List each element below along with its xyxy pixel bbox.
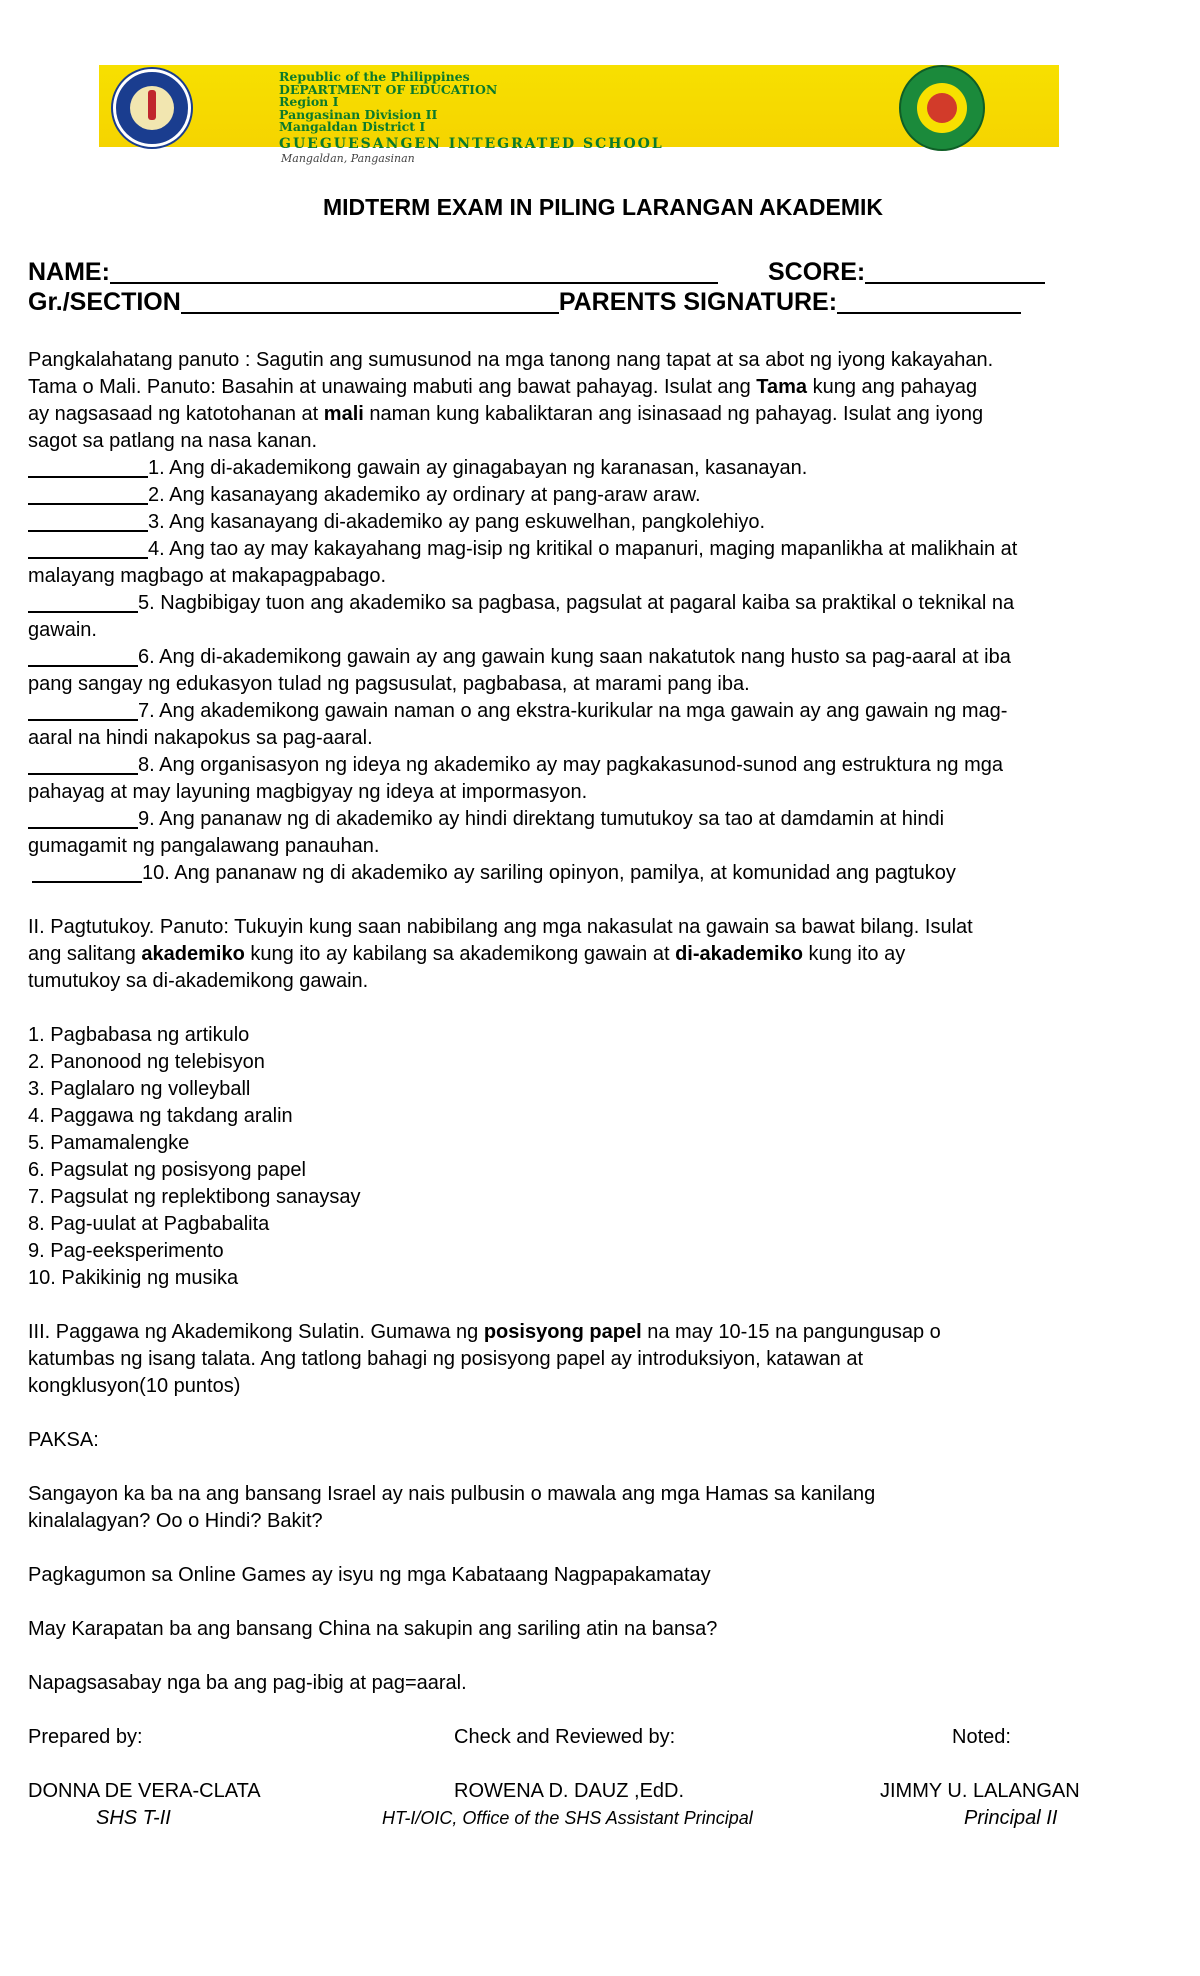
section-field[interactable] [28,287,1021,317]
tf-item-cont: aaral na hindi nakapokus sa pag-aaral. [28,727,373,749]
tf-item[interactable]: 7. Ang akademikong gawain naman o ang ekstra-kurikular na mga gawain ay ang gawain ng mag- [28,698,1007,725]
identification-item: 5. Pamamalengke [28,1132,190,1154]
topic-3: May Karapatan ba ang bansang China na sakupin ang sariling atin na bansa? [28,1618,718,1640]
topic-1-line2: kinalalagyan? Oo o Hindi? Bakit? [28,1510,323,1532]
tf-item[interactable]: 1. Ang di-akademikong gawain ay ginagabayan ng karanasan, kasanayan. [28,455,807,482]
part3-instruction-line2: katumbas ng isang talata. Ang tatlong bahagi ng posisyong papel ay introduksiyon, katawan at [28,1348,864,1370]
identification-item: 9. Pag-eeksperimento [28,1240,224,1262]
signature-label: PARENTS SIGNATURE: [558,288,838,316]
score-field[interactable] [768,257,1045,287]
general-instruction: Pangkalahatang panuto : Sagutin ang sumusunod na mga tanong nang tapat at sa abot ng iyong kakayahan. [28,349,994,371]
checked-name: ROWENA D. DAUZ ,EdD. [454,1780,685,1802]
tf-item[interactable]: 2. Ang kasanayang akademiko ay ordinary at pang-araw araw. [28,482,701,509]
name-label: NAME: [28,258,110,286]
paksa-label: PAKSA: [28,1429,99,1451]
part2-instruction-line1: II. Pagtutukoy. Panuto: Tukuyin kung saan nabibilang ang mga nakasulat na gawain sa bawat bilang. Isulat [28,916,973,938]
tf-item[interactable]: 10. Ang pananaw ng di akademiko ay sariling opinyon, pamilya, at komunidad ang pagtukoy [28,860,956,887]
identification-item: 10. Pakikinig ng musika [28,1267,239,1289]
tf-item[interactable]: 6. Ang di-akademikong gawain ay ang gawain kung saan nakatutok nang husto sa pag-aaral at iba [28,644,1011,671]
prepared-name: DONNA DE VERA-CLATA [28,1780,261,1802]
prepared-position: SHS T-II [96,1807,171,1829]
identification-item: 2. Panonood ng telebisyon [28,1051,265,1073]
exam-title: MIDTERM EXAM IN PILING LARANGAN AKADEMIK [322,194,884,220]
checked-position: HT-I/OIC, Office of the SHS Assistant Principal [382,1808,753,1828]
noted-position: Principal II [964,1807,1058,1829]
tf-item-cont: gawain. [28,619,97,641]
tf-item[interactable]: 4. Ang tao ay may kakayahang mag-isip ng kritikal o mapanuri, maging mapanlikha at malikhain at [28,536,1017,563]
school-seal-logo [899,65,985,151]
tf-item[interactable]: 5. Nagbibigay tuon ang akademiko sa pagbasa, pagsulat at pagaral kaiba sa praktikal o teknikal na [28,590,1014,617]
topic-4: Napagsasabay nga ba ang pag-ibig at pag=aaral. [28,1672,467,1694]
header-town: Mangaldan, Pangasinan [281,151,415,165]
school-header-banner [99,65,1059,165]
header-republic: Republic of the Philippines [279,69,470,84]
tf-item[interactable]: 9. Ang pananaw ng di akademiko ay hindi direktang tumutukoy sa tao at damdamin at hindi [28,806,944,833]
section-label: Gr./SECTION [28,288,181,316]
noted-name: JIMMY U. LALANGAN [880,1780,1080,1802]
prepared-label: Prepared by: [28,1726,143,1748]
tf-item-cont: pang sangay ng edukasyon tulad ng pagsusulat, pagbabasa, at marami pang iba. [28,673,750,695]
header-deped: DEPARTMENT OF EDUCATION [279,81,498,97]
part1-instruction-line1: Tama o Mali. Panuto: Basahin at unawaing mabuti ang bawat pahayag. Isulat ang Tama kung ang pahayag [28,376,978,398]
tf-item-cont: gumagamit ng pangalawang panauhan. [28,835,380,857]
topic-2: Pagkagumon sa Online Games ay isyu ng mga Kabataang Nagpapakamatay [28,1564,711,1586]
name-field[interactable] [28,257,718,287]
score-label: SCORE: [768,258,866,286]
part3-instruction-line1: III. Paggawa ng Akademikong Sulatin. Gumawa ng posisyong papel na may 10-15 na pangungusap o [28,1321,941,1343]
tf-item-cont: malayang magbago at makapagpabago. [28,565,387,587]
header-region: Region I [279,94,339,109]
part1-instruction-line2: ay nagsasaad ng katotohanan at mali naman kung kabaliktaran ang isinasaad ng pahayag. Isulat ang iyong [28,403,984,425]
identification-item: 6. Pagsulat ng posisyong papel [28,1159,306,1181]
identification-item: 7. Pagsulat ng replektibong sanaysay [28,1186,361,1208]
identification-item: 3. Paglalaro ng volleyball [28,1078,251,1100]
part2-instruction-line2: ang salitang akademiko kung ito ay kabilang sa akademikong gawain at di-akademiko kung ito ay [28,943,906,965]
header-division: Pangasinan Division II [279,106,438,122]
deped-seal-logo [113,69,191,147]
tf-item[interactable]: 3. Ang kasanayang di-akademiko ay pang eskuwelhan, pangkolehiyo. [28,509,765,536]
noted-label: Noted: [952,1726,1011,1748]
tf-item-cont: pahayag at may layuning magbigyay ng ideya at impormasyon. [28,781,588,803]
part3-instruction-line3: kongklusyon(10 puntos) [28,1375,241,1397]
identification-item: 4. Paggawa ng takdang aralin [28,1105,293,1127]
identification-item: 8. Pag-uulat at Pagbabalita [28,1213,270,1235]
header-text [279,71,839,165]
identification-item: 1. Pagbabasa ng artikulo [28,1024,250,1046]
tf-item[interactable]: 8. Ang organisasyon ng ideya ng akademiko ay may pagkakasunod-sunod ang estruktura ng mga [28,752,1003,779]
part1-instruction-line3: sagot sa patlang na nasa kanan. [28,430,318,452]
part2-instruction-line3: tumutukoy sa di-akademikong gawain. [28,970,369,992]
header-school: GUEGUESANGEN INTEGRATED SCHOOL [279,135,664,152]
header-district: Mangaldan District I [279,119,426,134]
topic-1-line1: Sangayon ka ba na ang bansang Israel ay nais pulbusin o mawala ang mga Hamas sa kanilang [28,1483,876,1505]
checked-label: Check and Reviewed by: [454,1726,676,1748]
